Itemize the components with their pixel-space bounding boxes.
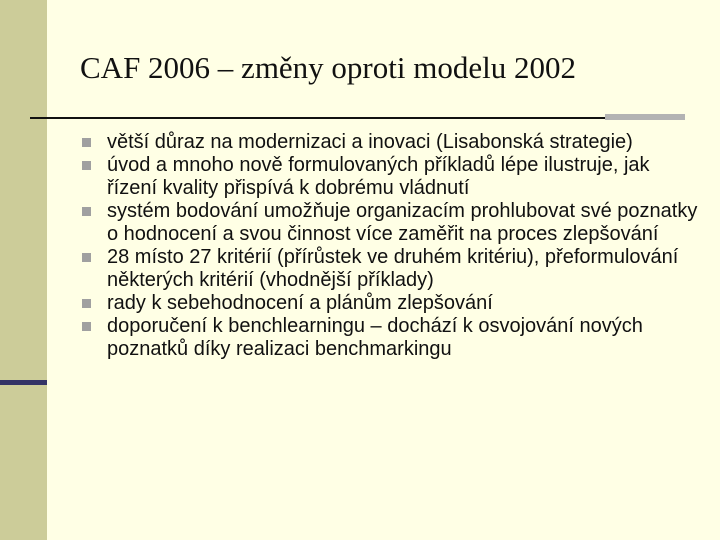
slide-title: CAF 2006 – změny oproti modelu 2002 (80, 50, 576, 85)
bullet-text: úvod a mnoho nově formulovaných příkladů lépe ilustruje, jak řízení kvality přispívá k dobrému vládnutí (107, 154, 650, 199)
title-divider-block (605, 114, 685, 120)
bullet-item (82, 315, 702, 361)
bullet-text: systém bodování umožňuje organizacím prohlubovat své poznatky o hodnocení a svou činnost více zaměřit na proces zlepšování (107, 200, 698, 245)
square-bullet-icon (82, 322, 91, 331)
bullet-text: rady k sebehodnocení a plánům zlepšování (107, 292, 493, 314)
bullet-item (82, 292, 702, 315)
bullet-list (82, 131, 702, 361)
square-bullet-icon (82, 161, 91, 170)
bullet-item (82, 246, 702, 292)
bullet-item (82, 131, 702, 154)
bullet-item (82, 154, 702, 200)
bullet-text: větší důraz na modernizaci a inovaci (Lisabonská strategie) (107, 131, 633, 153)
title-divider (30, 114, 685, 120)
square-bullet-icon (82, 253, 91, 262)
bullet-text: 28 místo 27 kritérií (přírůstek ve druhém kritériu), přeformulování některých kritérií (vhodnější příklady) (107, 246, 679, 291)
bullet-text: doporučení k benchlearningu – dochází k osvojování nových poznatků díky realizaci benchmarkingu (107, 315, 643, 360)
square-bullet-icon (82, 299, 91, 308)
square-bullet-icon (82, 207, 91, 216)
square-bullet-icon (82, 138, 91, 147)
left-band-accent-stripe (0, 380, 47, 385)
left-decorative-band (0, 0, 47, 540)
title-divider-line (30, 117, 685, 119)
bullet-item (82, 200, 702, 246)
